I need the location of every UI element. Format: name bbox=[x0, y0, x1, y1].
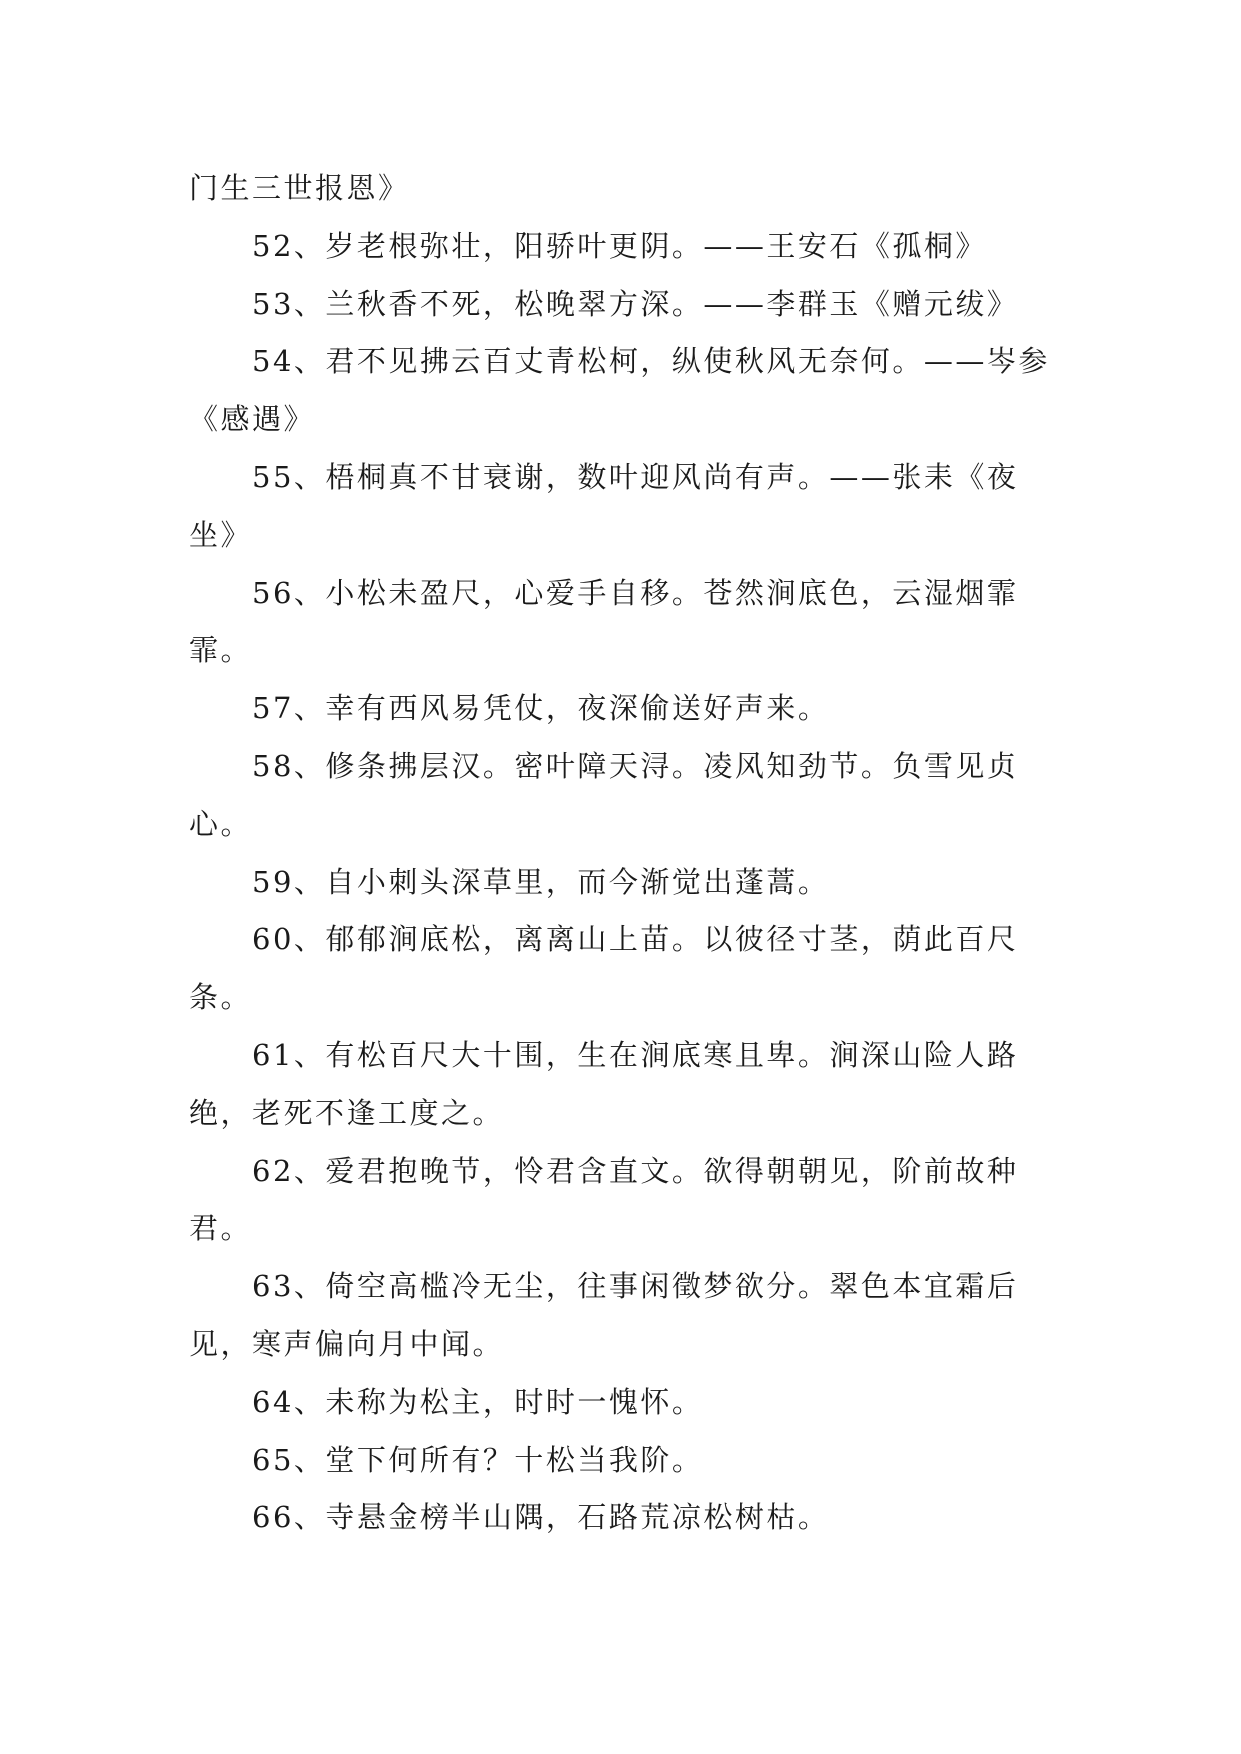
paragraph-57: 57、幸有西风易凭仗，夜深偷送好声来。 bbox=[252, 691, 830, 726]
paragraph-55: 55、梧桐真不甘衰谢，数叶迎风尚有声。——张耒《夜坐》 bbox=[189, 459, 1019, 552]
paragraph-66: 66、寺悬金榜半山隅，石路荒凉松树枯。 bbox=[252, 1500, 830, 1535]
paragraph-continuation: 门生三世报恩》 bbox=[189, 171, 410, 205]
paragraph-62: 62、爱君抱晚节，怜君含直文。欲得朝朝见，阶前故种君。 bbox=[189, 1153, 1019, 1246]
paragraph-61: 61、有松百尺大十围，生在涧底寒且卑。涧深山险人路绝，老死不逢工度之。 bbox=[189, 1037, 1019, 1130]
paragraph-54: 54、君不见拂云百丈青松柯，纵使秋风无奈何。——岑参《感遇》 bbox=[189, 344, 1050, 437]
paragraph-53: 53、兰秋香不死，松晚翠方深。——李群玉《赠元绂》 bbox=[252, 286, 1019, 321]
paragraph-63: 63、倚空高槛冷无尘，往事闲徵梦欲分。翠色本宜霜后见，寒声偏向月中闻。 bbox=[189, 1269, 1019, 1361]
document-body bbox=[189, 160, 1055, 1547]
paragraph-58: 58、修条拂层汉。密叶障天浔。凌风知劲节。负雪见贞心。 bbox=[189, 748, 1019, 841]
paragraph-52: 52、岁老根弥壮，阳骄叶更阴。——王安石《孤桐》 bbox=[252, 228, 987, 263]
paragraph-65: 65、堂下何所有？十松当我阶。 bbox=[252, 1442, 704, 1477]
paragraph-64: 64、未称为松主，时时一愧怀。 bbox=[252, 1384, 704, 1419]
paragraph-60: 60、郁郁涧底松，离离山上苗。以彼径寸茎，荫此百尺条。 bbox=[189, 922, 1019, 1015]
paragraph-59: 59、自小刺头深草里，而今渐觉出蓬蒿。 bbox=[252, 864, 830, 899]
paragraph-56: 56、小松未盈尺，心爱手自移。苍然涧底色，云湿烟霏霏。 bbox=[189, 575, 1019, 668]
